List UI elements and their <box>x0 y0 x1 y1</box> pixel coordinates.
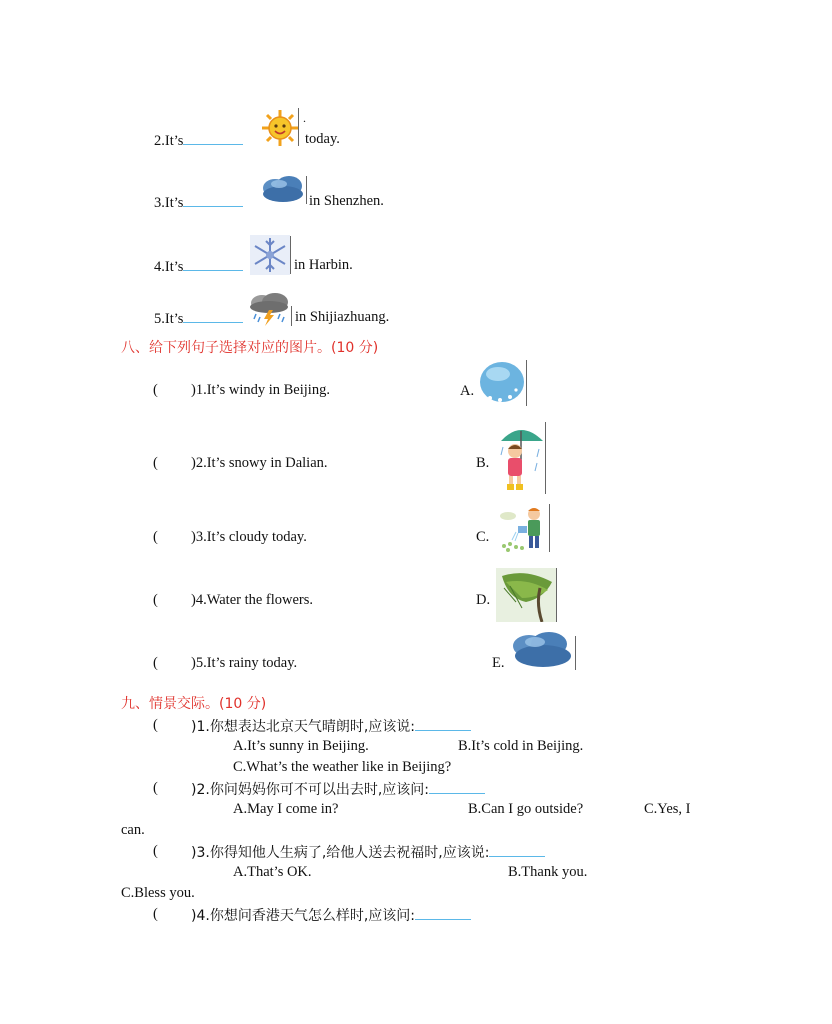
option-b: B.Thank you. <box>508 864 588 880</box>
fill-item-3 <box>154 194 243 211</box>
question-text: )2.你问妈妈你可不可以出去时,应该问: <box>191 782 429 798</box>
option-b: B.Can I go outside? <box>468 801 584 817</box>
answer-blank[interactable] <box>183 310 243 323</box>
item-suffix: in Shijiazhuang. <box>295 309 390 325</box>
item-prefix: 3.It’s <box>154 195 184 211</box>
match-sentence-3: )3.It’s cloudy today. <box>191 529 307 545</box>
match-sentence-5: )5.It’s rainy today. <box>191 655 298 671</box>
fill-item-2 <box>154 132 243 149</box>
storm-icon <box>247 292 291 326</box>
question-text: )1.你想表达北京天气晴朗时,应该说: <box>191 719 415 735</box>
question-3 <box>191 844 545 860</box>
paren-left: ( <box>153 529 158 545</box>
option-a: A.May I come in? <box>233 801 339 817</box>
paren-left: ( <box>153 843 158 859</box>
cloud-icon <box>259 174 307 204</box>
item-prefix: 5.It’s <box>154 311 184 327</box>
option-label-d: D. <box>476 592 491 608</box>
question-2 <box>191 781 485 797</box>
answer-blank[interactable] <box>489 844 545 857</box>
paren-left: ( <box>153 592 158 608</box>
fill-item-5 <box>154 310 243 327</box>
answer-blank[interactable] <box>415 907 471 920</box>
image-border <box>306 176 307 204</box>
image-border <box>290 236 291 274</box>
option-c: C.What’s the weather like in Beijing? <box>233 759 452 775</box>
answer-blank[interactable] <box>183 194 243 207</box>
sun-icon <box>260 108 300 148</box>
fill-item-4 <box>154 258 243 275</box>
cloud-icon <box>509 630 575 670</box>
image-border <box>526 360 527 406</box>
image-border <box>291 306 292 326</box>
snowflake-icon <box>250 235 290 275</box>
match-sentence-2: )2.It’s snowy in Dalian. <box>191 455 328 471</box>
boy-watering-icon <box>498 502 550 554</box>
item-suffix: in Harbin. <box>294 257 353 273</box>
option-a: A.It’s sunny in Beijing. <box>233 738 369 754</box>
answer-blank[interactable] <box>183 132 243 145</box>
image-border <box>545 422 546 494</box>
question-text: )3.你得知他人生病了,给他人送去祝福时,应该说: <box>191 845 490 861</box>
snow-cloud-icon <box>478 360 526 408</box>
girl-umbrella-icon <box>497 421 545 495</box>
item-suffix: today. <box>305 131 340 147</box>
paren-left: ( <box>153 382 158 398</box>
question-4 <box>191 907 471 923</box>
option-label-a: A. <box>460 383 475 399</box>
item-prefix: 4.It’s <box>154 259 184 275</box>
image-border <box>298 108 299 146</box>
question-text: )4.你想问香港天气怎么样时,应该问: <box>191 908 415 924</box>
option-c: C.Bless you. <box>121 885 195 901</box>
image-border <box>575 636 576 670</box>
paren-left: ( <box>153 717 158 733</box>
answer-blank[interactable] <box>429 781 485 794</box>
option-label-c: C. <box>476 529 490 545</box>
option-label-e: E. <box>492 655 505 671</box>
paren-left: ( <box>153 655 158 671</box>
image-border <box>549 504 550 552</box>
option-b: B.It’s cold in Beijing. <box>458 738 584 754</box>
answer-blank[interactable] <box>415 718 471 731</box>
option-a: A.That’s OK. <box>233 864 312 880</box>
question-1 <box>191 718 471 734</box>
item-suffix: in Shenzhen. <box>309 193 384 209</box>
image-border <box>556 568 557 622</box>
item-dot: . <box>303 111 306 125</box>
match-sentence-4: )4.Water the flowers. <box>191 592 314 608</box>
section-heading-9: 九、情景交际。(10 分) <box>121 696 267 712</box>
paren-left: ( <box>153 780 158 796</box>
option-c: C.Yes, I <box>644 801 691 817</box>
option-c-continued: can. <box>121 822 145 838</box>
option-label-b: B. <box>476 455 490 471</box>
paren-left: ( <box>153 455 158 471</box>
section-heading-8: 八、给下列句子选择对应的图片。(10 分) <box>121 340 379 356</box>
match-sentence-1: )1.It’s windy in Beijing. <box>191 382 330 398</box>
paren-left: ( <box>153 906 158 922</box>
item-prefix: 2.It’s <box>154 133 184 149</box>
answer-blank[interactable] <box>183 258 243 271</box>
windy-tree-icon <box>496 568 556 622</box>
